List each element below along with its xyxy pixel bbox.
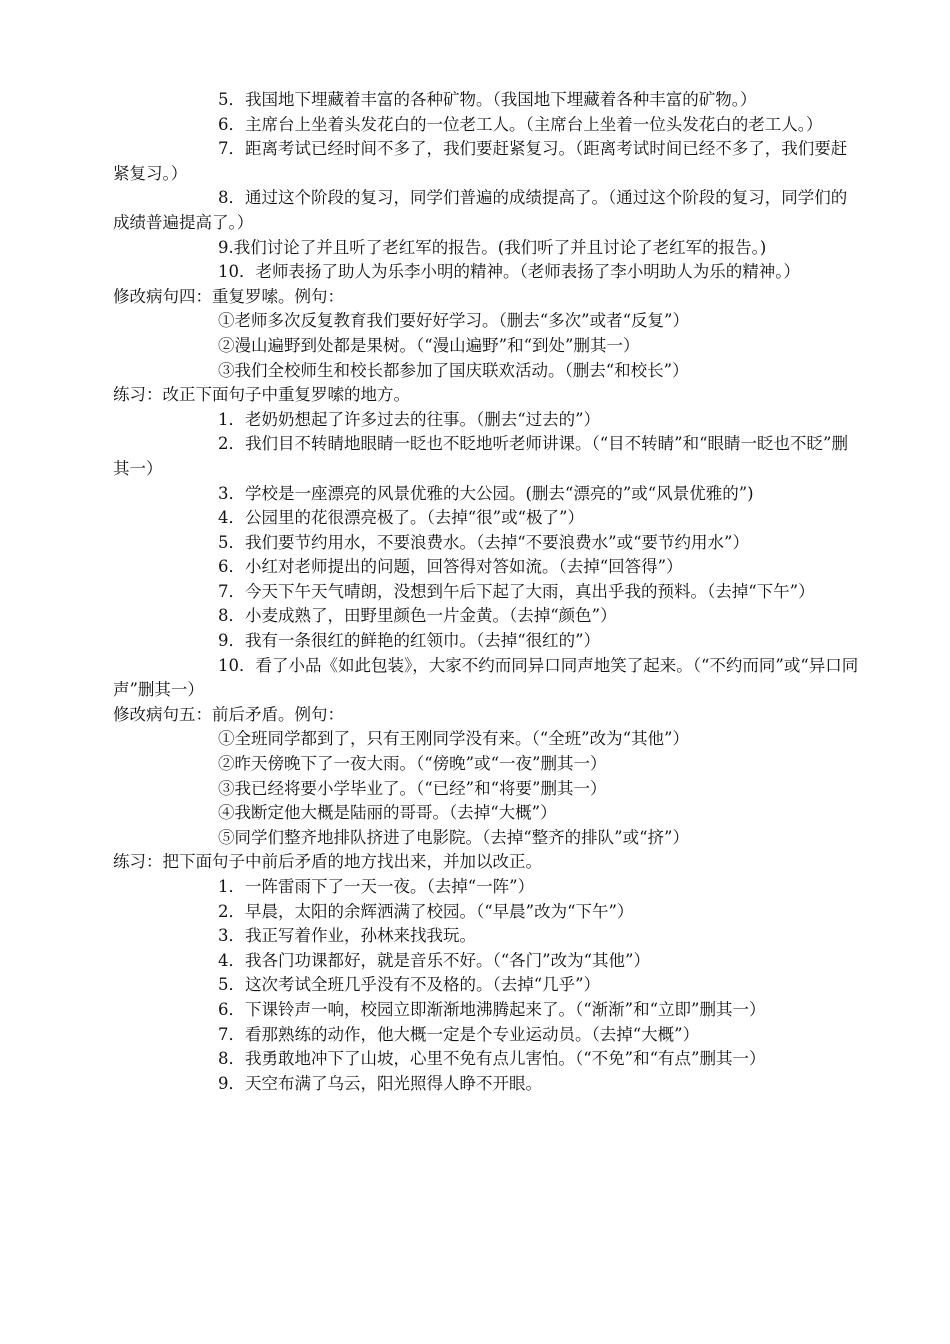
text-line: 3．我正写着作业，孙林来找我玩。 (218, 926, 476, 946)
text-line: 6．小红对老师提出的问题，回答得对答如流。（去掉“回答得”） (218, 557, 683, 577)
text-line: ②漫山遍野到处都是果树。（“漫山遍野”和“到处”删其一） (218, 335, 640, 355)
text-line: 9.我们讨论了并且听了老红军的报告。(我们听了并且讨论了老红军的报告。) (218, 237, 767, 257)
text-line: 6．主席台上坐着头发花白的一位老工人。（主席台上坐着一位头发花白的老工人。） (218, 114, 823, 134)
text-line: ③我们全校师生和校长都参加了国庆联欢活动。（删去“和校长”） (218, 360, 689, 380)
text-line: 2．我们目不转睛地眼睛一眨也不眨地听老师讲课。（“目不转睛”和“眼睛一眨也不眨”删其一） (113, 434, 848, 478)
text-line: 1．老奶奶想起了许多过去的往事。（删去“过去的”） (218, 409, 601, 429)
text-line: 4．我各门功课都好，就是音乐不好。（“各门”改为“其他”） (218, 950, 650, 970)
text-line: 10．老师表扬了助人为乐李小明的精神。（老师表扬了李小明助人为乐的精神。） (218, 262, 800, 282)
text-line: ⑤同学们整齐地排队挤进了电影院。（去掉“整齐的排队”或“挤”） (218, 827, 689, 847)
text-line: 7．看那熟练的动作，他大概一定是个专业运动员。（去掉“大概”） (218, 1024, 700, 1044)
text-line: 10．看了小品《如此包装》，大家不约而同异口同声地笑了起来。（“不约而同”或“异口同声”删其一） (113, 655, 859, 700)
exercise-heading: 练习：把下面句子中前后矛盾的地方找出来，并加以改正。 (113, 852, 542, 872)
text-line: 8．我勇敢地冲下了山坡，心里不免有点儿害怕。（“不免”和“有点”删其一） (218, 1049, 766, 1069)
section-heading: 修改病句四：重复罗嗦。例句： (113, 286, 344, 306)
text-line: 6．下课铃声一响，校园立即渐渐地沸腾起来了。（“渐渐”和“立即”删其一） (218, 999, 766, 1019)
text-line: ①全班同学都到了，只有王刚同学没有来。（“全班”改为“其他”） (218, 729, 689, 749)
exercise-heading: 练习：改正下面句子中重复罗嗦的地方。 (113, 385, 410, 405)
text-line: 5．我们要节约用水，不要浪费水。（去掉“不要浪费水”或“要节约用水”） (218, 532, 749, 552)
text-line: 1．一阵雷雨下了一天一夜。（去掉“一阵”） (218, 877, 535, 896)
text-line: ①老师多次反复教育我们要好好学习。（删去“多次”或者“反复”） (218, 311, 689, 331)
text-line: ④我断定他大概是陆丽的哥哥。（去掉“大概”） (218, 803, 557, 823)
text-line: 5．我国地下埋藏着丰富的各种矿物。（我国地下埋藏着各种丰富的矿物。） (218, 90, 757, 109)
text-line: 8．通过这个阶段的复习，同学们普遍的成绩提高了。（通过这个阶段的复习，同学们的成绩普遍提高了。） (113, 188, 848, 232)
text-line: 4．公园里的花很漂亮极了。（去掉“很”或“极了”） (218, 508, 584, 528)
section-heading: 修改病句五：前后矛盾。例句： (113, 704, 344, 724)
text-line: 8．小麦成熟了，田野里颜色一片金黄。（去掉“颜色”） (218, 606, 617, 626)
text-line: 9．天空布满了乌云，阳光照得人睁不开眼。 (218, 1073, 542, 1093)
text-line: 9．我有一条很红的鲜艳的红领巾。（去掉“很红的”） (218, 631, 601, 651)
text-line: 7．距离考试已经时间不多了，我们要赶紧复习。（距离考试时间已经不多了，我们要赶紧复习。） (113, 139, 848, 183)
text-line: 5．这次考试全班几乎没有不及格的。（去掉“几乎”） (218, 975, 601, 995)
text-line: 7．今天下午天气晴朗，没想到午后下起了大雨，真出乎我的预料。（去掉“下午”） (218, 581, 815, 601)
text-line: ②昨天傍晚下了一夜大雨。（“傍晚”或“一夜”删其一） (218, 754, 607, 774)
text-line: ③我已经将要小学毕业了。（“已经”和“将要”删其一） (218, 778, 607, 798)
text-line: 3．学校是一座漂亮的风景优雅的大公园。(删去“漂亮的”或“风景优雅的”) (218, 483, 754, 503)
text-line: 2．早晨，太阳的余辉洒满了校园。（“早晨”改为“下午”） (218, 901, 634, 921)
